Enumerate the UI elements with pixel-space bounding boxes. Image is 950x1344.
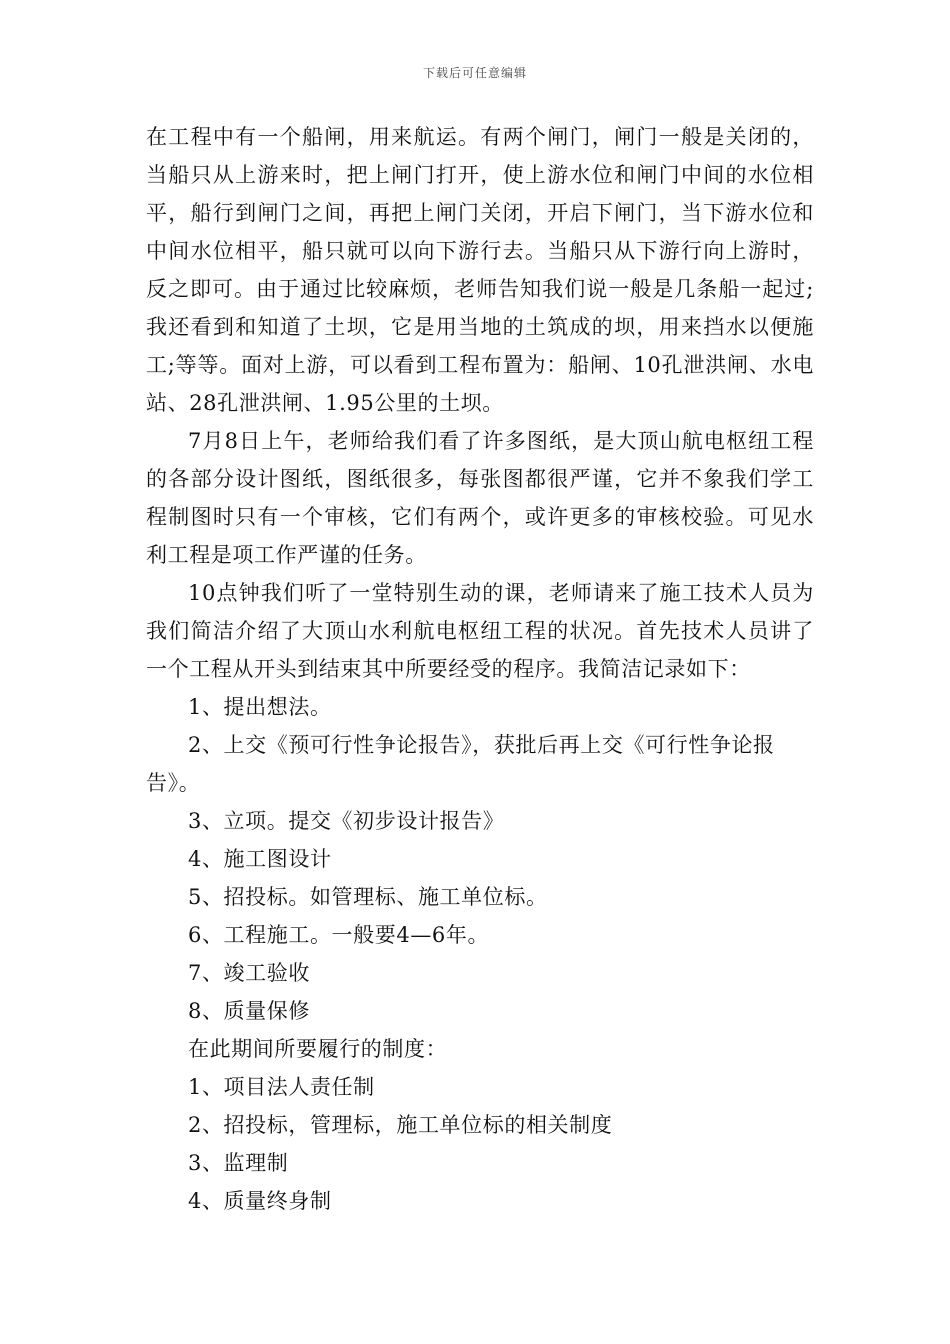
list-item-step-5: 5、招投标。如管理标、施工单位标。 <box>188 885 548 909</box>
paragraph-lecture: 10点钟我们听了一堂特别生动的课，老师请来了施工技术人员为我们简洁介绍了大顶山水利航电枢纽工程的状况。首先技术人员讲了一个工程从开头到结束其中所要经受的程序。我简洁记录如下： <box>146 581 814 681</box>
list-item-step-2: 2、上交《预可行性争论报告》，获批后再上交《可行性争论报告》。 <box>146 733 775 795</box>
page-header: 下载后可任意编辑 <box>422 66 527 80</box>
list-item-step-6: 6、工程施工。一般要4—6年。 <box>188 923 490 947</box>
document-body <box>146 118 814 1220</box>
list-item-step-3: 3、立项。提交《初步设计报告》 <box>188 809 505 833</box>
list-item-system-3: 3、监理制 <box>188 1151 289 1175</box>
systems-intro: 在此期间所要履行的制度： <box>188 1037 448 1061</box>
list-item-step-8: 8、质量保修 <box>188 999 310 1023</box>
list-item-system-1: 1、项目法人责任制 <box>188 1075 375 1099</box>
list-item-system-4: 4、质量终身制 <box>188 1189 332 1213</box>
paragraph-ship-lock: 在工程中有一个船闸，用来航运。有两个闸门，闸门一般是关闭的，当船只从上游来时，把上闸门打开，使上游水位和闸门中间的水位相平，船行到闸门之间，再把上闸门关闭，开启下闸门，当下游水位和中间水位相平，船只就可以向下游行去。当船只从下游行向上游时，反之即可。由于通过比较麻烦，老师告知我们说一般是几条船一起过;我还看到和知道了土坝，它是用当地的土筑成的坝，用来挡水以便施工;等等。面对上游，可以看到工程布置为：船闸、10孔泄洪闸、水电站、28孔泄洪闸、1.95公里的土坝。 <box>146 125 814 415</box>
paragraph-drawings: 7月8日上午，老师给我们看了许多图纸，是大顶山航电枢纽工程的各部分设计图纸，图纸很多，每张图都很严谨，它并不象我们学工程制图时只有一个审核，它们有两个，或许更多的审核校验。可见水利工程是项工作严谨的任务。 <box>146 429 814 567</box>
list-item-step-7: 7、竣工验收 <box>188 961 310 985</box>
list-item-system-2: 2、招投标，管理标，施工单位标的相关制度 <box>188 1113 613 1137</box>
list-item-step-1: 1、提出想法。 <box>188 695 332 719</box>
list-item-step-4: 4、施工图设计 <box>188 847 332 871</box>
